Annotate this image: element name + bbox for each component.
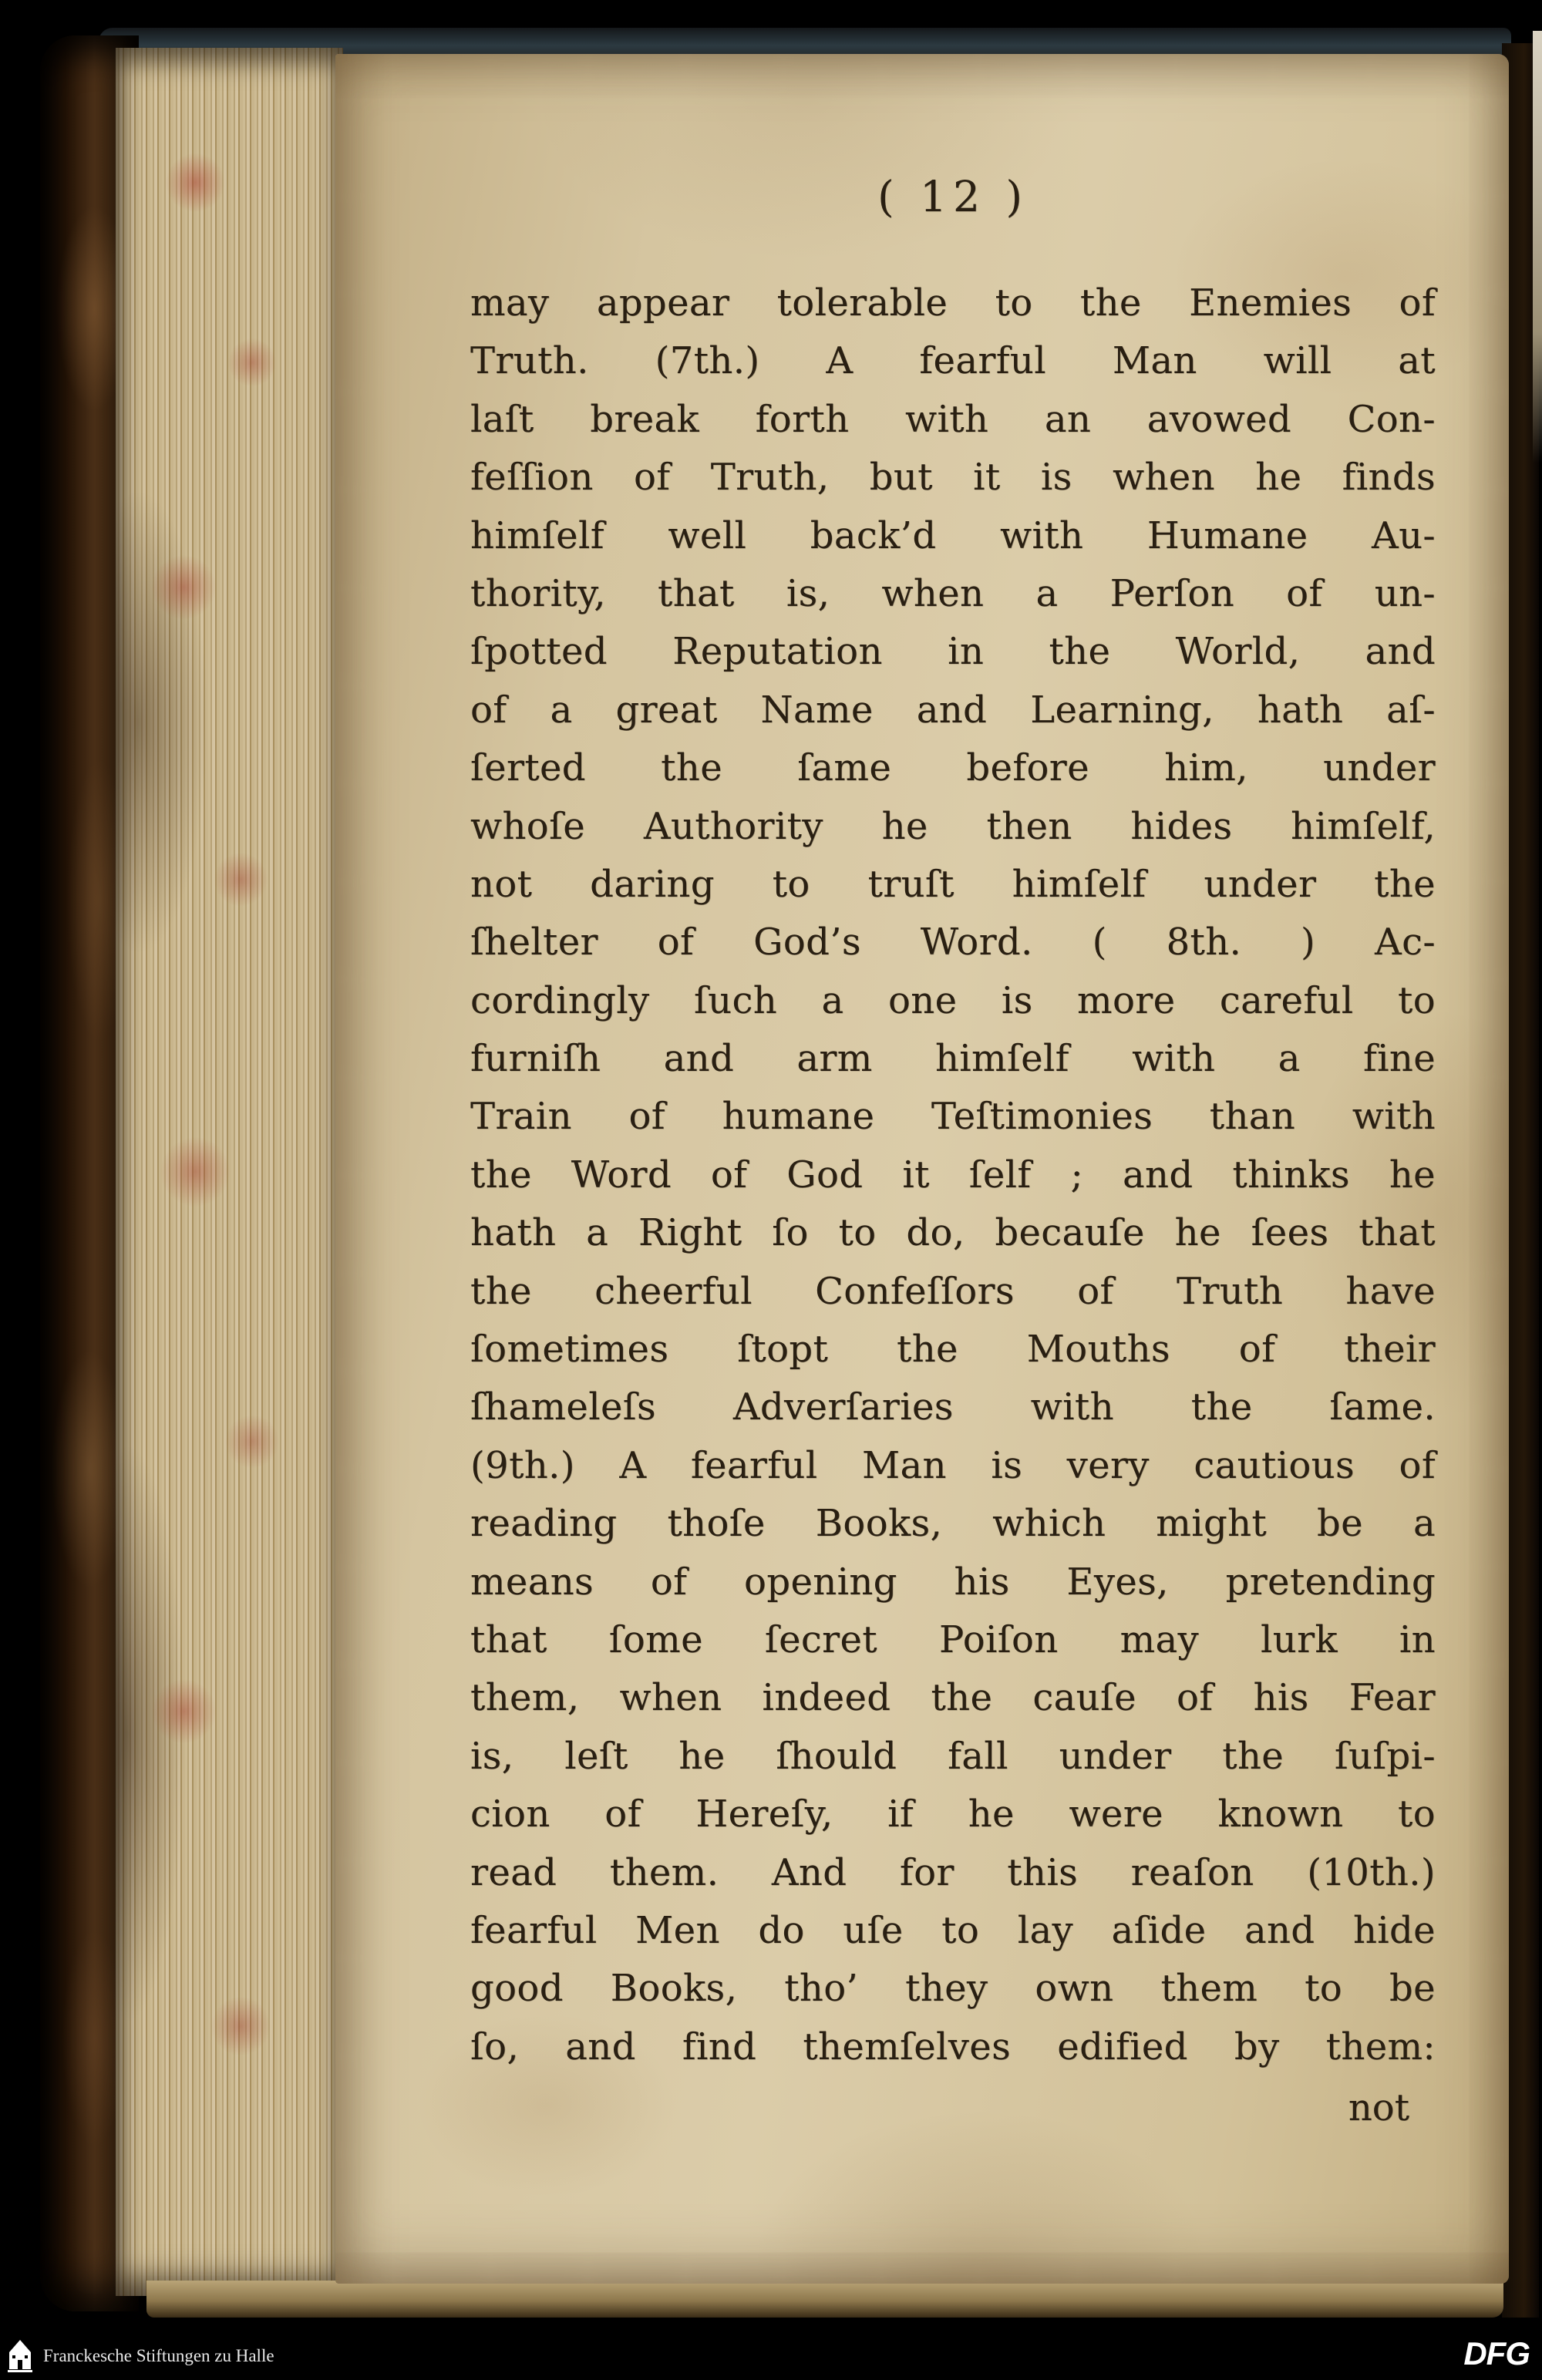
text-line: cion of Hereſy, if he were known to: [470, 1793, 1436, 1836]
book-page: [335, 54, 1509, 2284]
text-line: good Books, tho’ they own them to be: [470, 1967, 1436, 2011]
text-line: means of opening his Eyes, pretending: [470, 1560, 1436, 1604]
text-line: may appear tolerable to the Enemies of: [470, 281, 1436, 325]
page-number: ( 12 ): [877, 172, 1029, 221]
text-line: cordingly ſuch a one is more careful to: [470, 978, 1436, 1022]
text-line: ſpotted Reputation in the World, and: [470, 630, 1436, 674]
text-line: ſo, and find themſelves edified by them:: [470, 2025, 1436, 2069]
text-line: ſometimes ſtopt the Mouths of their: [470, 1328, 1436, 1372]
dfg-logo: DFG: [1463, 2335, 1530, 2372]
book-bottom-edge: [146, 2281, 1503, 2318]
text-line: ſhelter of God’s Word. ( 8th. ) Ac-: [470, 921, 1436, 964]
footer-bar: [0, 2324, 1542, 2380]
text-line: himſelf well back’d with Humane Au-: [470, 513, 1436, 557]
library-logo: [5, 2338, 274, 2374]
text-line: fearful Men do uſe to lay aſide and hide: [470, 1908, 1436, 1952]
catchword: not: [1348, 2086, 1409, 2130]
text-line: (9th.) A fearful Man is very cautious of: [470, 1443, 1436, 1487]
page-fore-edges: [116, 48, 343, 2296]
text-line: the cheerful Confeſſors of Truth have: [470, 1269, 1436, 1313]
text-line: of a great Name and Learning, hath aſ-: [470, 688, 1436, 732]
text-line: whoſe Authority he then hides himſelf,: [470, 804, 1436, 848]
text-line: thority, that is, when a Perſon of un-: [470, 571, 1436, 615]
text-line: Truth. (7th.) A fearful Man will at: [470, 339, 1436, 383]
text-line: laſt break forth with an avowed Con-: [470, 397, 1436, 441]
franckesche-stiftungen-icon: [5, 2338, 35, 2374]
book-right-sliver: [1533, 31, 1542, 463]
text-line: not daring to truſt himſelf under the: [470, 862, 1436, 906]
text-line: ſhameleſs Adverſaries with the ſame.: [470, 1385, 1436, 1429]
page-content: [470, 170, 1436, 2135]
text-line: feſſion of Truth, but it is when he finds: [470, 456, 1436, 500]
text-line: that ſome ſecret Poiſon may lurk in: [470, 1618, 1436, 1661]
text-line: read them. And for this reaſon (10th.): [470, 1850, 1436, 1894]
text-line: the Word of God it ſelf ; and thinks he: [470, 1153, 1436, 1197]
text-line: reading thoſe Books, which might be a: [470, 1502, 1436, 1546]
text-line: ſerted the ſame before him, under: [470, 746, 1436, 790]
text-line: hath a Right ſo to do, becauſe he ſees that: [470, 1211, 1436, 1255]
text-line: them, when indeed the cauſe of his Fear: [470, 1676, 1436, 1720]
text-line: Train of humane Teſtimonies than with: [470, 1095, 1436, 1139]
text-line: is, leſt he ſhould fall under the ſuſpi-: [470, 1734, 1436, 1778]
text-line: furniſh and arm himſelf with a fine: [470, 1037, 1436, 1081]
library-label: Franckesche Stiftungen zu Halle: [43, 2346, 274, 2365]
